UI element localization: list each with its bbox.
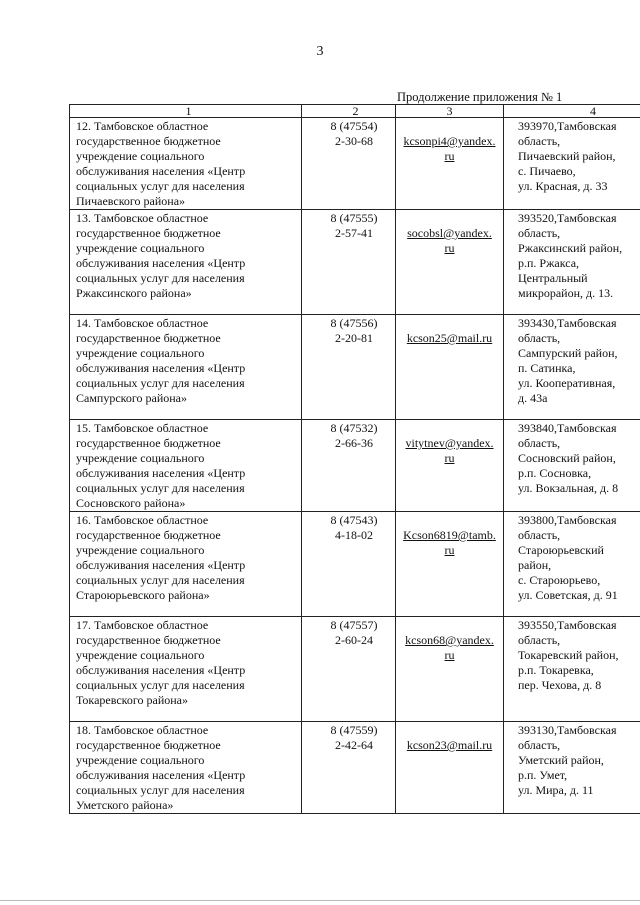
address-cell [504,722,640,814]
org-name-cell-line: 13. Тамбовское областное [76,211,209,225]
email-cell-line: kcson23@mail.ru [406,738,493,752]
address-cell-line: ул. Красная, д. 33 [518,179,608,193]
email-link[interactable] [399,738,500,753]
phone-cell-line: 8 (47543) [330,513,378,527]
email-link[interactable] [399,331,500,346]
address-cell-line: район, [518,558,552,572]
email-cell-line: kcson25@mail.ru [406,331,493,345]
email-cell-line: kcsonpi4@yandex. [403,134,496,148]
phone-cell-line: 2-30-68 [335,134,373,148]
address-cell-line: 393520,Тамбовская [518,211,617,225]
address-cell-line: Пичаевский район, [518,149,616,163]
phone-cell-line: 2-57-41 [335,226,373,240]
phone-cell-line: 2-20-81 [335,331,373,345]
scan-bottom-edge [0,900,640,901]
address-cell-line: Староюрьевский [518,543,604,557]
org-name-cell-line: Сосновского района» [76,496,186,510]
email-cell-line: ru [444,149,455,163]
address-cell [504,420,640,512]
phone-cell-line: 2-42-64 [335,738,373,752]
org-name-cell-line: обслуживания населения «Центр [76,164,246,178]
address-cell-line: ул. Советская, д. 91 [518,588,618,602]
org-name-cell-line: Уметского района» [76,798,174,812]
phone-cell [302,722,396,814]
address-cell [504,210,640,315]
email-link[interactable] [399,436,500,466]
address-cell-line: р.п. Ржакса, [518,256,580,270]
address-cell [504,617,640,722]
page-number: 3 [316,44,324,59]
address-cell-line: Центральный [518,271,588,285]
address-cell-line: пер. Чехова, д. 8 [518,678,602,692]
phone-cell [302,617,396,722]
phone-cell-line: 4-18-02 [335,528,373,542]
header-row [70,105,640,118]
phone-cell [302,512,396,617]
org-name-cell-line: обслуживания населения «Центр [76,768,246,782]
address-cell-line: 393970,Тамбовская [518,119,617,133]
org-name-cell-line: 15. Тамбовское областное [76,421,209,435]
email-cell-line: ru [444,241,455,255]
address-cell-line: область, [518,436,561,450]
address-cell-line: Токаревский район, [518,648,619,662]
table-row [70,315,640,420]
email-cell-line: socobsl@yandex. [407,226,492,240]
address-cell-line: п. Сатинка, [518,361,576,375]
address-cell [504,512,640,617]
email-cell-line: kcson68@yandex. [405,633,494,647]
org-name-cell-line: социальных услуг для населения [76,271,245,285]
address-cell-line: с. Пичаево, [518,164,576,178]
address-cell-line: область, [518,226,561,240]
phone-cell-line: 2-60-24 [335,633,373,647]
address-cell-line: Сампурский район, [518,346,618,360]
phone-cell [302,118,396,210]
org-name-cell-line: учреждение социального [76,753,205,767]
email-cell [396,420,504,512]
email-link[interactable] [399,633,500,663]
phone-cell-line: 8 (47532) [330,421,378,435]
org-name-cell-line: обслуживания населения «Центр [76,361,246,375]
org-name-cell-line: социальных услуг для населения [76,783,245,797]
address-cell-line: р.п. Сосновка, [518,466,592,480]
org-name-cell-line: учреждение социального [76,149,205,163]
org-name-cell-line: 17. Тамбовское областное [76,618,209,632]
email-cell-line: ru [444,543,455,557]
phone-cell-line: 8 (47557) [330,618,378,632]
address-cell-line: Сосновский район, [518,451,616,465]
address-cell [504,315,640,420]
org-name-cell-line: социальных услуг для населения [76,678,245,692]
address-cell-line: область, [518,633,561,647]
org-name-cell-line: 16. Тамбовское областное [76,513,209,527]
org-name-cell-line: Сампурского района» [76,391,188,405]
address-cell-line: 393430,Тамбовская [518,316,617,330]
phone-cell [302,420,396,512]
org-name-cell-line: обслуживания населения «Центр [76,558,246,572]
address-cell-line: Ржаксинский район, [518,241,623,255]
email-link[interactable] [399,226,500,256]
address-cell-line: р.п. Токаревка, [518,663,594,677]
email-cell [396,512,504,617]
org-name-cell-line: 14. Тамбовское областное [76,316,209,330]
org-name-cell-line: социальных услуг для населения [76,481,245,495]
table-row [70,617,640,722]
email-cell [396,210,504,315]
email-link[interactable] [399,134,500,164]
org-name-cell-line: учреждение социального [76,346,205,360]
org-name-cell-line: 12. Тамбовское областное [76,119,209,133]
org-name-cell-line: социальных услуг для населения [76,573,245,587]
address-cell-line: ул. Мира, д. 11 [518,783,594,797]
org-name-cell-line: государственное бюджетное [76,226,221,240]
email-cell-line: Kcson6819@tamb. [403,528,496,542]
table-row [70,420,640,512]
header-col-2: 2 [302,105,396,118]
org-name-cell-line: учреждение социального [76,648,205,662]
address-cell-line: микрорайон, д. 13. [518,286,614,300]
org-name-cell-line: обслуживания населения «Центр [76,663,246,677]
org-name-cell-line: государственное бюджетное [76,528,221,542]
email-cell [396,315,504,420]
org-name-cell-line: Токаревского района» [76,693,188,707]
org-name-cell [70,118,302,210]
org-name-cell [70,420,302,512]
email-cell-line: vitytnev@yandex. [405,436,494,450]
org-name-cell-line: государственное бюджетное [76,738,221,752]
phone-cell-line: 8 (47555) [330,211,378,225]
org-name-cell-line: государственное бюджетное [76,633,221,647]
org-name-cell-line: Пичаевского района» [76,194,186,208]
address-cell-line: Уметский район, [518,753,604,767]
org-name-cell [70,315,302,420]
email-cell [396,722,504,814]
org-name-cell [70,210,302,315]
address-cell-line: область, [518,331,561,345]
org-name-cell-line: государственное бюджетное [76,331,221,345]
address-cell-line: р.п. Умет, [518,768,568,782]
address-cell-line: ул. Вокзальная, д. 8 [518,481,619,495]
address-cell-line: ул. Кооперативная, [518,376,616,390]
org-name-cell-line: обслуживания населения «Центр [76,256,246,270]
table-row [70,210,640,315]
phone-cell [302,210,396,315]
address-cell-line: с. Староюрьево, [518,573,601,587]
address-cell-line: область, [518,134,561,148]
header-col-3: 3 [396,105,504,118]
institutions-table [69,104,640,814]
org-name-cell-line: Ржаксинского района» [76,286,192,300]
org-name-cell [70,722,302,814]
org-name-cell-line: обслуживания населения «Центр [76,466,246,480]
org-name-cell-line: учреждение социального [76,241,205,255]
table-row [70,118,640,210]
email-cell [396,617,504,722]
org-name-cell-line: социальных услуг для населения [76,179,245,193]
address-cell-line: область, [518,738,561,752]
address-cell-line: 393130,Тамбовская [518,723,617,737]
org-name-cell-line: государственное бюджетное [76,436,221,450]
table-row [70,722,640,814]
address-cell-line: область, [518,528,561,542]
continuation-label: Продолжение приложения № 1 [397,90,563,104]
address-cell-line: д. 43а [518,391,548,405]
header-col-1: 1 [70,105,302,118]
phone-cell-line: 8 (47556) [330,316,378,330]
org-name-cell-line: социальных услуг для населения [76,376,245,390]
phone-cell [302,315,396,420]
phone-cell-line: 8 (47559) [330,723,378,737]
org-name-cell-line: учреждение социального [76,451,205,465]
org-name-cell [70,512,302,617]
address-cell-line: 393550,Тамбовская [518,618,617,632]
email-cell-line: ru [444,648,455,662]
address-cell-line: 393800,Тамбовская [518,513,617,527]
address-cell [504,118,640,210]
header-col-4: 4 [504,105,640,118]
table-row [70,512,640,617]
address-cell-line: 393840,Тамбовская [518,421,617,435]
org-name-cell-line: Староюрьевского района» [76,588,210,602]
org-name-cell-line: учреждение социального [76,543,205,557]
org-name-cell-line: 18. Тамбовское областное [76,723,209,737]
phone-cell-line: 2-66-36 [335,436,373,450]
org-name-cell-line: государственное бюджетное [76,134,221,148]
email-cell [396,118,504,210]
email-cell-line: ru [444,451,455,465]
org-name-cell [70,617,302,722]
phone-cell-line: 8 (47554) [330,119,378,133]
email-link[interactable] [399,528,500,558]
